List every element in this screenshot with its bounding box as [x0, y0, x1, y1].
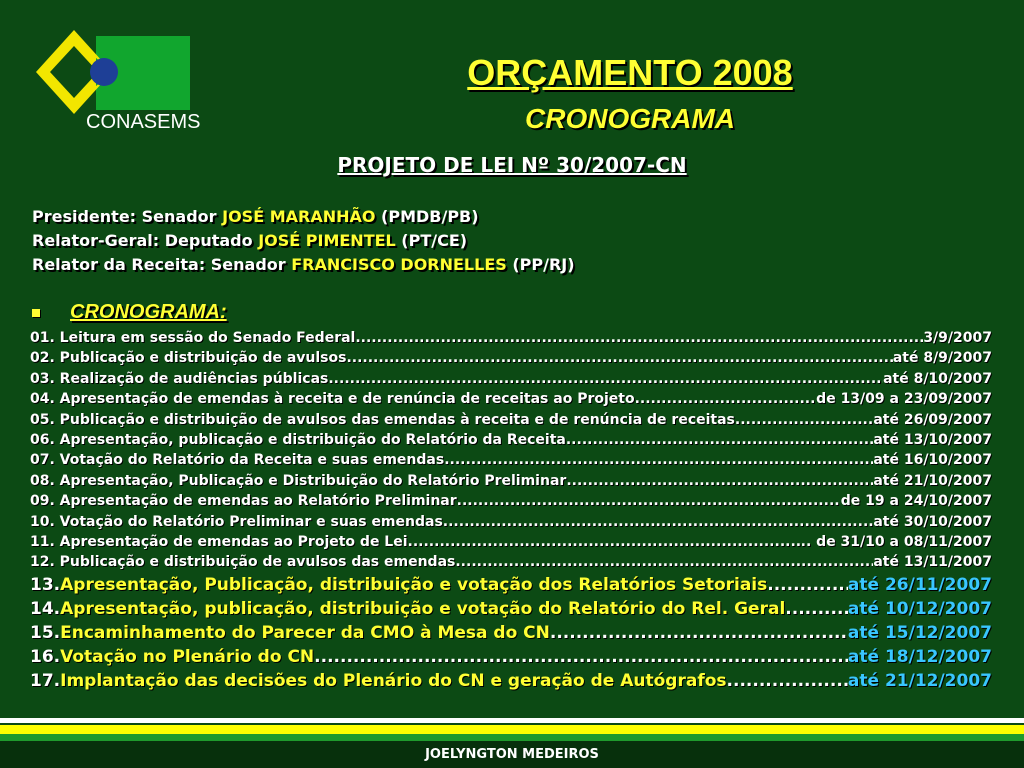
leader-dots [408, 532, 801, 552]
list-item: 04. Apresentação de emendas à receita e de renúncia de receitas ao Projeto ..... de 13/09 a 23/09/2007 [30, 389, 992, 409]
cronograma-heading [32, 301, 227, 324]
official-line-revenue-rapporteur [32, 253, 575, 277]
list-item: 10. Votação do Relatório Preliminar e suas emendas ..... até 30/10/2007 [30, 512, 992, 532]
official-party: (PP/RJ) [506, 255, 575, 274]
highlight-item: 14. Apresentação, publicação, distribuição e votação do Relatório do Rel. Geral ..... até 10/12/2007 [30, 597, 992, 621]
leader-dots [635, 389, 817, 409]
schedule-list [30, 328, 992, 694]
leader-dots [444, 450, 873, 470]
cronograma-label: CRONOGRAMA: [70, 301, 227, 323]
list-item: 03. Realização de audiências públicas ..... até 8/10/2007 [30, 369, 992, 389]
leader-dots [785, 597, 848, 621]
official-role: Presidente: Senador [32, 207, 223, 226]
highlight-item: 13. Apresentação, Publicação, distribuição e votação dos Relatórios Setoriais ..... até 26/11/2007 [30, 573, 992, 597]
highlight-item: 17. Implantação das decisões do Plenário do CN e geração de Autógrafos ..... até 21/12/2007 [30, 669, 992, 693]
leader-dots [727, 669, 848, 693]
list-item: 09. Apresentação de emendas ao Relatório Preliminar ..... de 19 a 24/10/2007 [30, 491, 992, 511]
square-bullet-icon [32, 309, 40, 317]
list-item: 06. Apresentação, publicação e distribuição do Relatório da Receita ..... até 13/10/2007 [30, 430, 992, 450]
footer-divider-green [0, 734, 1024, 741]
list-item: 11. Apresentação de emendas ao Projeto de Lei ..... .. de 31/10 a 08/11/2007 [30, 532, 992, 552]
footer-divider-yellow [0, 725, 1024, 734]
logo-text: CONASEMS [86, 111, 201, 133]
leader-dots [346, 348, 892, 368]
official-role: Relator da Receita: Senador [32, 255, 292, 274]
page-subtitle: CRONOGRAMA [525, 103, 735, 134]
leader-dots [443, 512, 874, 532]
official-party: (PT/CE) [395, 231, 468, 250]
footer-divider-white [0, 718, 1024, 723]
leader-dots [767, 573, 848, 597]
official-name: JOSÉ PIMENTEL [258, 231, 396, 250]
leader-dots [455, 552, 873, 572]
leader-dots [314, 645, 848, 669]
project-title: PROJETO DE LEI Nº 30/2007-CN [337, 153, 687, 177]
leader-dots [566, 471, 873, 491]
list-item: 07. Votação do Relatório da Receita e suas emendas ..... até 16/10/2007 [30, 450, 992, 470]
highlight-item: 16. Votação no Plenário do CN ..... até 18/12/2007 [30, 645, 992, 669]
logo-mark-icon [34, 28, 194, 118]
list-item: 01. Leitura em sessão do Senado Federal ..... 3/9/2007 [30, 328, 992, 348]
footer-author: JOELYNGTON MEDEIROS [0, 741, 1024, 768]
leader-dots [740, 410, 873, 430]
highlight-item: 15. Encaminhamento do Parecer da CMO à Mesa do CN ..... até 15/12/2007 [30, 621, 992, 645]
list-item: 05. Publicação e distribuição de avulsos das emendas à receita e de renúncia de receitas. ..... até 26/09/2007 [30, 410, 992, 430]
leader-dots [550, 621, 848, 645]
official-line-president [32, 205, 575, 229]
official-name: FRANCISCO DORNELLES [291, 255, 507, 274]
official-role: Relator-Geral: Deputado [32, 231, 259, 250]
leader-dots [566, 430, 873, 450]
officials-block [32, 205, 575, 277]
leader-dots [328, 369, 883, 389]
official-party: (PMDB/PB) [375, 207, 479, 226]
list-item: 02. Publicação e distribuição de avulsos ..... até 8/9/2007 [30, 348, 992, 368]
leader-dots [355, 328, 923, 348]
list-item: 08. Apresentação, Publicação e Distribuição do Relatório Preliminar ..... até 21/10/2007 [30, 471, 992, 491]
list-item: 12. Publicação e distribuição de avulsos das emendas ..... até 13/11/2007 [30, 552, 992, 572]
official-name: JOSÉ MARANHÃO [222, 207, 376, 226]
page-title: ORÇAMENTO 2008 [467, 52, 793, 93]
leader-dots [457, 491, 841, 511]
official-line-general-rapporteur [32, 229, 575, 253]
